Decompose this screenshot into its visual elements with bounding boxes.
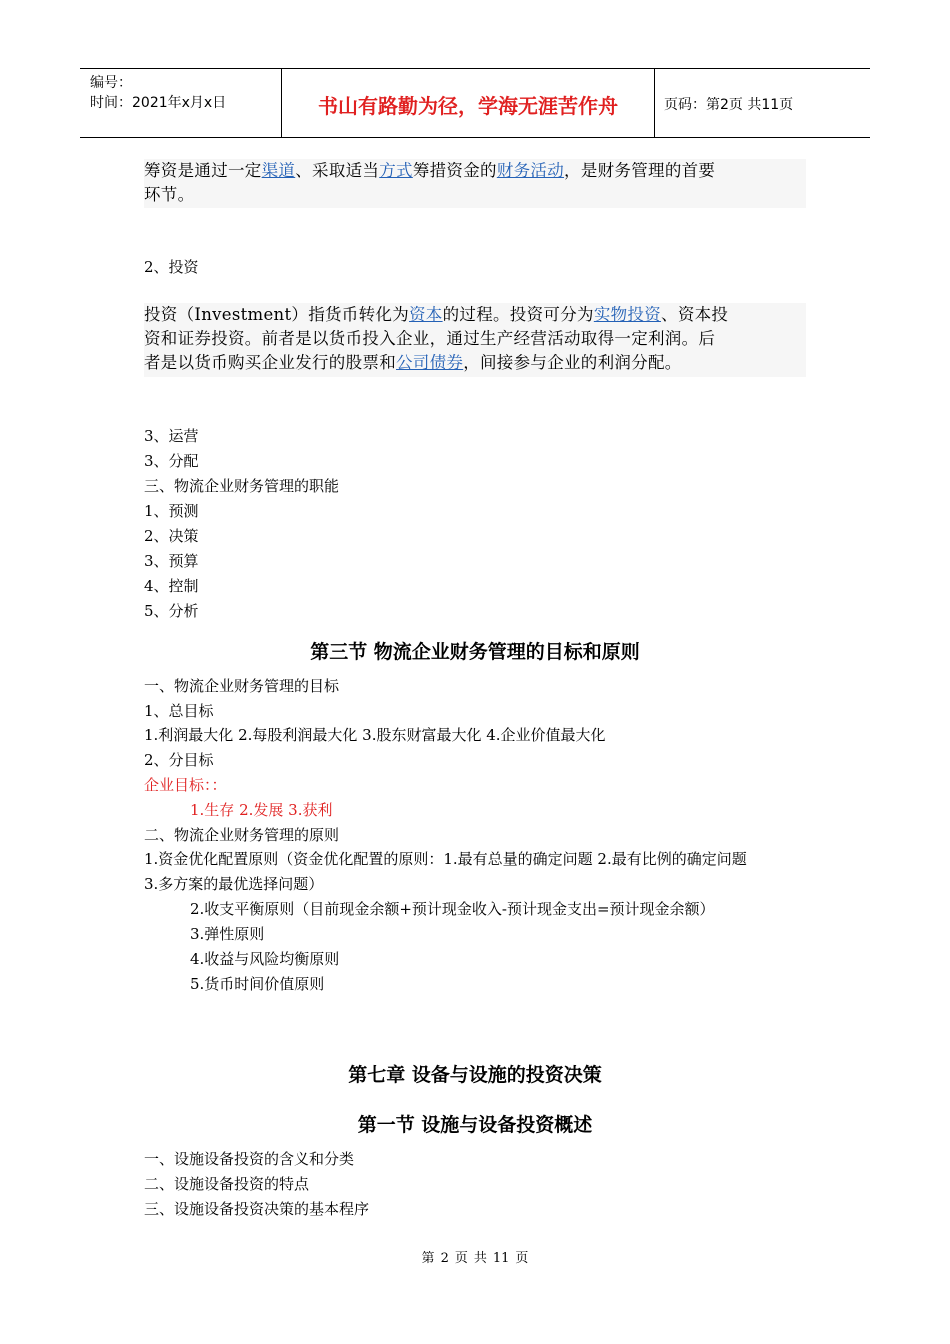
list-item: 5、分析 (144, 602, 199, 620)
link-corporate-bonds[interactable]: 公司债券 (396, 353, 464, 372)
list-item: 二、设施设备投资的特点 (144, 1175, 310, 1193)
footer-text: 页 (454, 1251, 468, 1266)
text-span: 、采取适当 (295, 161, 380, 180)
text-line: 1.生存 2.发展 3.获利 (190, 801, 333, 819)
list-item: 一、设施设备投资的含义和分类 (144, 1150, 355, 1168)
text-span: ，是财务管理的首要 (564, 161, 716, 180)
page-info: 页码：第2页 共11页 (664, 97, 794, 113)
text-line: 2.收支平衡原则（目前现金余额+预计现金收入-预计现金支出=预计现金余额） (190, 900, 715, 918)
text-span: 、资本投 (661, 305, 729, 324)
page-footer (0, 1247, 950, 1266)
text-span: ，间接参与企业的利润分配。 (463, 353, 682, 372)
link-method[interactable]: 方式 (379, 161, 413, 180)
text-span: 筹资是通过一定 (144, 161, 262, 180)
text-line: 1.利润最大化 2.每股利润最大化 3.股东财富最大化 4.企业价值最大化 (144, 726, 606, 744)
header-motto-cell (282, 69, 655, 137)
text-span: 投资（Investment）指货币转化为 (144, 305, 409, 324)
link-financial-activity[interactable]: 财务活动 (496, 161, 565, 180)
text-span: 筹措资金的 (412, 161, 497, 180)
text-span: 的过程。投资可分为 (442, 305, 594, 324)
list-item: 2、决策 (144, 527, 199, 545)
text-line: 1.资金优化配置原则（资金优化配置的原则：1.最有总量的确定问题 2.最有比例的确定问题 (144, 850, 747, 868)
financing-paragraph (144, 159, 806, 208)
text-line: 3.弹性原则 (190, 925, 265, 943)
investment-heading: 2、投资 (144, 258, 199, 276)
page-header (80, 68, 870, 138)
list-item: 3、运营 (144, 427, 199, 445)
footer-text: 共 (473, 1251, 487, 1266)
footer-page-number: 2 (440, 1251, 449, 1266)
header-page-cell (655, 69, 870, 137)
link-channel[interactable]: 渠道 (261, 161, 296, 180)
footer-text: 第 (421, 1251, 435, 1266)
list-item: 三、物流企业财务管理的职能 (144, 477, 340, 495)
list-item: 3、预算 (144, 552, 199, 570)
text-line: 资和证券投资。前者是以货币投入企业，通过生产经营活动取得一定利润。后 (144, 329, 716, 348)
text-line: 3.多方案的最优选择问题） (144, 875, 324, 893)
section-title: 第一节 设施与设备投资概述 (357, 1114, 593, 1136)
link-physical-investment[interactable]: 实物投资 (593, 305, 662, 324)
footer-text: 页 (515, 1251, 529, 1266)
text-line: 二、物流企业财务管理的原则 (144, 826, 340, 844)
footer-total-pages: 11 (492, 1251, 510, 1266)
investment-paragraph (144, 303, 806, 377)
text-line: 环节。 (144, 185, 195, 204)
list-item: 三、设施设备投资决策的基本程序 (144, 1200, 370, 1218)
chapter-title: 第七章 设备与设施的投资决策 (348, 1064, 602, 1086)
text-line: 2、分目标 (144, 751, 214, 769)
text-line: 1、总目标 (144, 702, 214, 720)
text-line: 一、物流企业财务管理的目标 (144, 677, 340, 695)
header-info-cell (80, 69, 282, 137)
text-line: 5.货币时间价值原则 (190, 975, 325, 993)
time-label: 时间：2021年x月x日 (90, 95, 227, 111)
list-item: 3、分配 (144, 452, 199, 470)
list-item: 4、控制 (144, 577, 199, 595)
motto: 书山有路勤为径，学海无涯苦作舟 (318, 94, 618, 118)
number-label: 编号： (90, 75, 132, 91)
text-span: 者是以货币购买企业发行的股票和 (144, 353, 396, 372)
text-line: 企业目标：： (144, 776, 227, 794)
text-line: 4.收益与风险均衡原则 (190, 950, 340, 968)
link-capital[interactable]: 资本 (409, 305, 443, 324)
list-item: 1、预测 (144, 502, 199, 520)
section-title: 第三节 物流企业财务管理的目标和原则 (310, 641, 640, 663)
